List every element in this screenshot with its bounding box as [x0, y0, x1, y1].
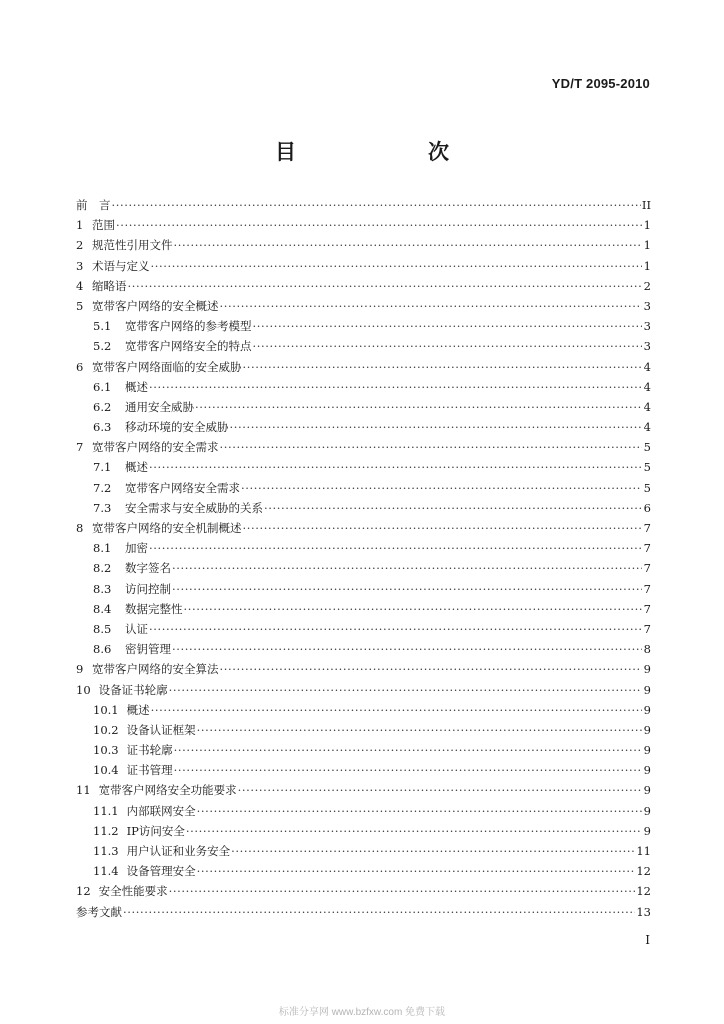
toc-dot-leader: [241, 481, 642, 495]
toc-entry-label: 宽带客户网络的安全算法: [92, 662, 219, 677]
toc-entry[interactable]: [76, 278, 651, 298]
toc-entry[interactable]: [76, 237, 651, 257]
toc-entry-page: 6: [643, 500, 651, 515]
toc-entry-label: 宽带客户网络安全的特点: [125, 339, 252, 354]
toc-dot-leader: [230, 420, 643, 434]
toc-dot-leader: [264, 501, 642, 515]
toc-entry-label: 访问控制: [125, 581, 171, 596]
toc-entry-number: 5.2: [93, 339, 112, 354]
toc-entry[interactable]: [76, 217, 651, 237]
toc-entry-label: 宽带客户网络安全需求: [125, 480, 240, 495]
toc-entry-page: 12: [636, 864, 651, 879]
toc-entry-page: 9: [643, 662, 651, 677]
toc-entry[interactable]: [76, 863, 651, 883]
toc-entry-number: 6.3: [93, 420, 112, 435]
toc-dot-leader: [243, 360, 643, 374]
toc-entry-number: 6.2: [93, 399, 112, 414]
toc-entry-page: 7: [643, 561, 651, 576]
toc-entry[interactable]: [76, 419, 651, 439]
toc-dot-leader: [123, 905, 635, 919]
toc-entry-page: 7: [643, 521, 651, 535]
toc-entry[interactable]: [76, 702, 651, 722]
toc-entry-page: 9: [643, 763, 651, 778]
toc-entry-label: 证书管理: [126, 763, 173, 778]
toc-entry-label: 规范性引用文件: [92, 238, 173, 253]
toc-entry-label: 参考文献: [76, 904, 122, 919]
toc-entry-number: 7: [76, 440, 84, 455]
toc-entry[interactable]: [76, 459, 651, 479]
toc-dot-leader: [151, 259, 643, 273]
toc-entry[interactable]: [76, 439, 651, 459]
toc-dot-leader: [197, 804, 642, 818]
toc-entry-label: 安全需求与安全威胁的关系: [125, 500, 263, 515]
toc-dot-leader: [174, 743, 642, 757]
toc-entry-number: 3: [76, 258, 84, 273]
toc-entry-number: 5.1: [93, 319, 112, 334]
toc-dot-leader: [149, 380, 642, 394]
toc-entry-page: 1: [643, 258, 651, 273]
toc-entry[interactable]: [76, 197, 651, 217]
toc-entry-label: 宽带客户网络的安全概述: [92, 298, 219, 313]
toc-entry-label: 加密: [125, 541, 148, 556]
toc-entry-number: 10.3: [93, 743, 119, 758]
toc-entry-label: 宽带客户网络安全功能要求: [98, 783, 237, 798]
toc-entry-number: 10: [76, 682, 91, 697]
toc-entry-page: 9: [643, 722, 651, 737]
toc-dot-leader: [195, 400, 642, 414]
toc-entry-number: 11: [76, 783, 91, 798]
toc-entry-page: 1: [643, 238, 651, 253]
toc-dot-leader: [112, 198, 641, 212]
toc-entry-label: 前 言: [76, 198, 111, 212]
toc-entry-number: 4: [76, 278, 84, 293]
toc-entry[interactable]: [76, 843, 651, 863]
toc-entry-label: 用户认证和业务安全: [126, 844, 231, 858]
toc-entry-page: 9: [643, 702, 651, 717]
toc-entry-page: 8: [643, 642, 651, 657]
toc-entry-number: 12: [76, 884, 91, 899]
toc-dot-leader: [149, 460, 642, 474]
toc-entry-label: 数据完整性: [125, 601, 183, 616]
toc-entry-label: 宽带客户网络的安全需求: [92, 440, 219, 455]
toc-entry[interactable]: [76, 904, 651, 924]
toc-dot-leader: [169, 884, 636, 898]
toc-dot-leader: [220, 662, 643, 676]
toc-entry-number: 10.1: [93, 702, 119, 717]
toc-dot-leader: [186, 824, 642, 838]
toc-entry-label: 内部联网安全: [126, 803, 196, 818]
toc-entry-page: 5: [643, 480, 651, 495]
toc-entry[interactable]: [76, 338, 651, 358]
toc-entry[interactable]: [76, 500, 651, 520]
toc-entry-label: IP访问安全: [126, 823, 185, 838]
toc-entry[interactable]: [76, 661, 651, 681]
toc-entry[interactable]: [76, 641, 651, 661]
toc-entry-number: 9: [76, 662, 84, 677]
toc-entry-label: 安全性能要求: [98, 884, 168, 899]
toc-entry-number: 11.4: [93, 864, 119, 879]
toc-entry-page: 13: [636, 904, 651, 919]
toc-entry-number: 1: [76, 218, 84, 233]
toc-entry[interactable]: [76, 601, 651, 621]
toc-entry-page: 5: [643, 460, 651, 475]
toc-entry-page: 4: [643, 359, 651, 374]
toc-dot-leader: [151, 703, 642, 717]
toc-entry-page: 7: [643, 601, 651, 616]
toc-dot-leader: [149, 541, 642, 555]
toc-entry[interactable]: [76, 762, 651, 782]
toc-dot-leader: [243, 521, 643, 535]
toc-dot-leader: [174, 763, 642, 777]
toc-entry-number: 2: [76, 238, 84, 253]
toc-entry-label: 通用安全威胁: [125, 399, 194, 414]
toc-dot-leader: [172, 582, 642, 596]
toc-dot-leader: [169, 683, 642, 697]
toc-entry-label: 移动环境的安全威胁: [125, 420, 229, 435]
toc-entry[interactable]: [76, 379, 651, 399]
toc-entry-number: 11.1: [93, 803, 119, 818]
toc-entry[interactable]: [76, 722, 651, 742]
toc-entry-number: 8: [76, 521, 84, 535]
toc-entry-label: 设备管理安全: [126, 864, 196, 879]
toc-entry[interactable]: [76, 480, 651, 500]
toc-entry-number: 10.4: [93, 763, 119, 778]
toc-dot-leader: [220, 440, 643, 454]
toc-entry-number: 11.2: [93, 823, 119, 838]
toc-dot-leader: [253, 339, 643, 353]
toc-entry-number: 8.6: [93, 642, 112, 657]
toc-entry[interactable]: [76, 318, 651, 338]
toc-entry-label: 设备证书轮廓: [98, 682, 168, 697]
toc-entry-page: 3: [643, 298, 651, 313]
toc-entry-page: 9: [643, 803, 651, 818]
toc-entry-label: 宽带客户网络面临的安全威胁: [92, 359, 242, 374]
toc-entry-page: 9: [643, 682, 651, 697]
toc-entry-number: 8.1: [93, 541, 112, 556]
toc-entry-number: 5: [76, 298, 84, 313]
toc-entry-label: 宽带客户网络的安全机制概述: [92, 521, 242, 535]
toc-entry-number: 8.2: [93, 561, 112, 576]
toc-entry-page: 7: [643, 621, 651, 636]
toc-entry-page: 7: [643, 541, 651, 556]
toc-entry[interactable]: [76, 258, 651, 278]
toc-entry[interactable]: [76, 540, 651, 560]
toc-entry-label: 设备认证框架: [126, 722, 196, 737]
toc-entry[interactable]: [76, 823, 651, 843]
toc-entry-page: 4: [643, 379, 651, 394]
toc-entry[interactable]: [76, 782, 651, 802]
toc-entry-label: 概述: [125, 379, 148, 394]
toc-entry-number: 7.3: [93, 500, 112, 515]
standard-code: YD/T 2095-2010: [551, 76, 650, 91]
toc-entry[interactable]: [76, 581, 651, 601]
toc-entry-page: 2: [643, 278, 651, 293]
toc-dot-leader: [231, 844, 635, 858]
toc-dot-leader: [197, 723, 642, 737]
toc-entry-label: 密钥管理: [125, 642, 171, 657]
toc-entry-page: 5: [643, 440, 651, 455]
toc-entry-page: 9: [643, 783, 651, 798]
toc-dot-leader: [172, 642, 642, 656]
table-of-contents: [76, 197, 651, 924]
toc-dot-leader: [184, 602, 643, 616]
toc-entry-number: 7.1: [93, 460, 112, 475]
toc-entry[interactable]: [76, 560, 651, 580]
toc-entry-label: 宽带客户网络的参考模型: [125, 319, 252, 334]
toc-entry-page: 4: [643, 399, 651, 414]
toc-entry-label: 概述: [125, 460, 148, 475]
toc-entry[interactable]: [76, 883, 651, 903]
toc-entry-page: II: [641, 198, 651, 212]
toc-entry-number: 6: [76, 359, 84, 374]
toc-entry-page: 9: [643, 823, 651, 838]
toc-entry-page: 1: [643, 218, 651, 233]
toc-entry-page: 12: [636, 884, 651, 899]
toc-dot-leader: [220, 299, 643, 313]
toc-entry-label: 缩略语: [92, 278, 127, 293]
toc-entry-number: 7.2: [93, 480, 112, 495]
toc-entry-number: 6.1: [93, 379, 112, 394]
page-title: 目 次: [275, 139, 479, 164]
toc-dot-leader: [174, 238, 643, 252]
toc-dot-leader: [197, 864, 636, 878]
toc-entry-page: 9: [643, 743, 651, 758]
toc-dot-leader: [172, 561, 642, 575]
toc-entry-number: 10.2: [93, 722, 119, 737]
toc-entry-page: 4: [643, 420, 651, 435]
toc-entry-label: 术语与定义: [92, 258, 150, 273]
toc-entry[interactable]: [76, 399, 651, 419]
toc-dot-leader: [253, 319, 643, 333]
page-number: I: [645, 933, 650, 947]
toc-dot-leader: [238, 783, 642, 797]
toc-entry-page: 11: [636, 844, 651, 858]
toc-entry-label: 数字签名: [125, 561, 171, 576]
toc-entry[interactable]: [76, 803, 651, 823]
watermark-text: 标准分享网 www.bzfxw.com 免费下载: [278, 1007, 446, 1018]
toc-entry-page: 3: [643, 339, 651, 354]
toc-entry[interactable]: [76, 742, 651, 762]
toc-entry-page: 7: [643, 581, 651, 596]
toc-entry-label: 概述: [126, 702, 150, 717]
toc-entry[interactable]: [76, 298, 651, 318]
toc-entry-number: 8.5: [93, 621, 112, 636]
toc-entry-number: 11.3: [93, 844, 119, 858]
toc-entry[interactable]: [76, 520, 651, 540]
toc-entry[interactable]: [76, 621, 651, 641]
toc-entry-number: 8.3: [93, 581, 112, 596]
toc-entry[interactable]: [76, 682, 651, 702]
toc-entry-label: 范围: [92, 218, 115, 233]
toc-dot-leader: [116, 218, 642, 232]
toc-dot-leader: [128, 279, 643, 293]
toc-entry-label: 认证: [125, 621, 148, 636]
toc-dot-leader: [149, 622, 642, 636]
toc-entry-label: 证书轮廓: [126, 743, 173, 758]
toc-entry-number: 8.4: [93, 601, 112, 616]
toc-entry[interactable]: [76, 359, 651, 379]
toc-entry-page: 3: [643, 319, 651, 334]
